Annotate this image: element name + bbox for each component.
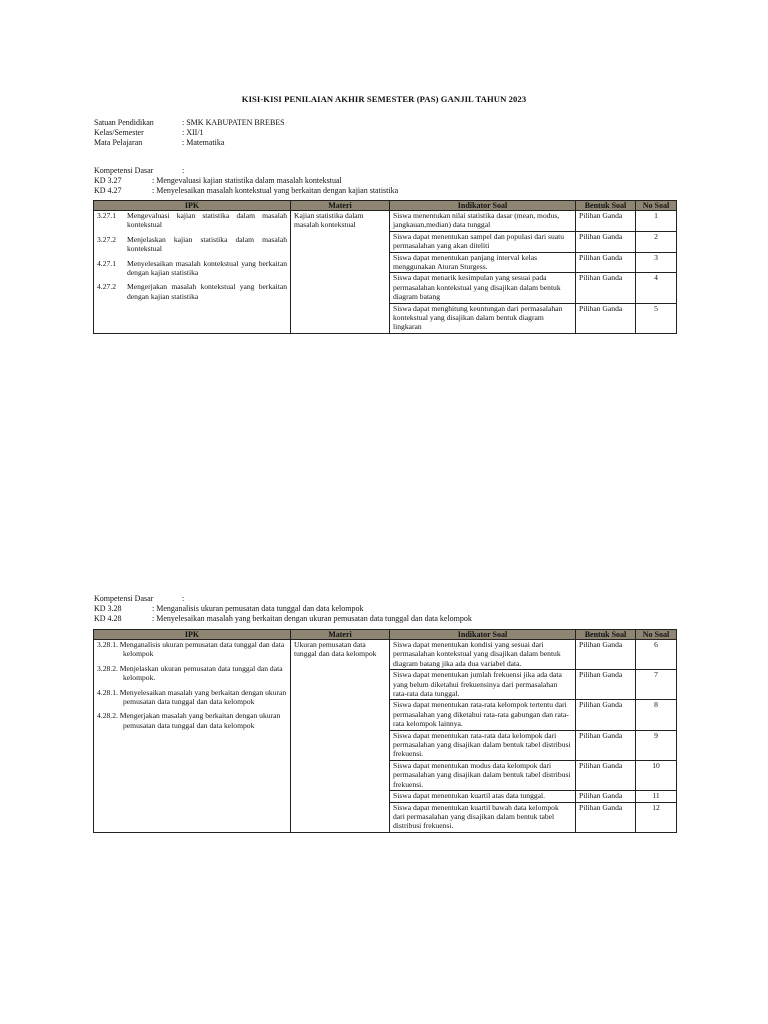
info-value: : Matematika — [182, 138, 225, 147]
indikator-cell: Siswa dapat menentukan kondisi yang sesuai dari permasalahan kontekstual yang disajikan dalam bentuk diagram batang jika ada dua variabel data. — [390, 640, 576, 670]
bentuk-cell: Pilihan Ganda — [576, 700, 636, 730]
bentuk-cell: Pilihan Ganda — [576, 670, 636, 700]
kd-code: KD 3.28 — [94, 604, 122, 613]
bentuk-cell: Pilihan Ganda — [576, 273, 636, 303]
info-row-mapel — [94, 138, 285, 148]
kd-row — [94, 176, 398, 186]
indikator-cell: Siswa dapat menentukan rata-rata data kelompok dari permasalahan yang disajikan dalam bentuk tabel distribusi frekuensi. — [390, 730, 576, 760]
bentuk-cell: Pilihan Ganda — [576, 303, 636, 333]
info-row-satuan — [94, 118, 285, 128]
kompetensi-heading — [94, 166, 398, 176]
ipk-text: Menganalisis ukuran pemusatan data tunggal dan data kelompok — [119, 640, 285, 659]
kd-code: KD 4.28 — [94, 614, 122, 623]
bentuk-cell: Pilihan Ganda — [576, 231, 636, 252]
indikator-cell: Siswa dapat menghitung keuntungan dari permasalahan kontekstual yang disajikan dalam bentuk diagram lingkaran — [390, 303, 576, 333]
info-row-kelas — [94, 128, 285, 138]
no-cell: 3 — [636, 252, 677, 273]
indikator-cell: Siswa dapat menentukan kuartil bawah data kelompok dari permasalahan yang disajikan dalam bentuk tabel distribusi frekuensi. — [390, 802, 576, 832]
kd-text: : Menyelesaikan masalah yang berkaitan dengan ukuran pemusatan data tunggal dan data kelompok — [152, 614, 472, 623]
bentuk-cell: Pilihan Ganda — [576, 760, 636, 790]
kd-text: : Menyelesaikan masalah kontekstual yang berkaitan dengan kajian statistika — [152, 186, 399, 195]
no-cell: 12 — [636, 802, 677, 832]
ipk-text: Menyelesaikan masalah kontekstual yang berkaitan dengan kajian statistika — [127, 258, 287, 278]
ipk-item — [97, 664, 287, 683]
ipk-text: Menjelaskan kajian statistika dalam masalah kontekstual — [127, 234, 287, 254]
bentuk-cell: Pilihan Ganda — [576, 802, 636, 832]
info-value: : SMK KABUPATEN BREBES — [182, 118, 285, 127]
header-bentuk: Bentuk Soal — [576, 201, 636, 211]
no-cell: 9 — [636, 730, 677, 760]
ipk-number: 3.28.1. — [97, 640, 118, 649]
kd-row — [94, 186, 398, 196]
no-cell: 8 — [636, 700, 677, 730]
header-no: No Soal — [636, 630, 677, 640]
indikator-cell: Siswa dapat menentukan modus data kelompok dari permasalahan yang disajikan dalam bentuk tabel distribusi frekuensi. — [390, 760, 576, 790]
indikator-cell: Siswa dapat menentukan panjang interval kelas menggunakan Aturan Sturgess. — [390, 252, 576, 273]
bentuk-cell: Pilihan Ganda — [576, 640, 636, 670]
ipk-item — [97, 688, 287, 707]
header-ipk: IPK — [94, 630, 291, 640]
no-cell: 7 — [636, 670, 677, 700]
materi-cell: Kajian statistika dalam masalah kontekstual — [291, 211, 390, 334]
bentuk-cell: Pilihan Ganda — [576, 211, 636, 232]
ipk-number: 3.27.2 — [97, 234, 116, 244]
indikator-cell: Siswa dapat menentukan rata-rata kelompok tertentu dari permasalahan yang diketahui rata-rata gabungan dan rata-rata kelompok lainnya. — [390, 700, 576, 730]
header-materi: Materi — [291, 630, 390, 640]
ipk-text: Mengerjakan masalah kontekstual yang berkaitan dengan kajian statistika — [127, 282, 287, 301]
indikator-cell: Siswa dapat menentukan sampel dan populasi dari suatu permasalahan yang akan diteliti — [390, 231, 576, 252]
ipk-item — [97, 235, 287, 254]
kisi-table-1 — [93, 200, 677, 334]
header-materi: Materi — [291, 201, 390, 211]
info-label: Satuan Pendidikan — [94, 118, 154, 127]
ipk-cell — [94, 640, 291, 833]
ipk-text: Menyelesaikan masalah yang berkaitan dengan ukuran pemusatan data tunggal dan data kelompok — [119, 687, 287, 707]
header-no: No Soal — [636, 201, 677, 211]
ipk-item — [97, 259, 287, 278]
table-header-row — [94, 630, 677, 640]
header-indikator: Indikator Soal — [390, 630, 576, 640]
kompetensi-label: Kompetensi Dasar — [94, 166, 154, 175]
indikator-cell: Siswa menentukan nilai statistika dasar (mean, modus, jangkauan,median) data tunggal — [390, 211, 576, 232]
materi-cell: Ukuran pemusatan data tunggal dan data kelompok — [291, 640, 390, 833]
ipk-number: 4.27.1 — [97, 258, 116, 268]
header-ipk: IPK — [94, 201, 291, 211]
ipk-number: 3.28.2. — [97, 663, 118, 673]
kompetensi-colon: : — [182, 594, 185, 603]
ipk-item — [97, 711, 287, 730]
no-cell: 11 — [636, 791, 677, 802]
table-row — [94, 640, 677, 670]
ipk-text: Mengerjakan masalah yang berkaitan dengan ukuran pemusatan data tunggal dan data kelompok — [119, 711, 281, 730]
document-title: KISI-KISI PENILAIAN AKHIR SEMESTER (PAS) GANJIL TAHUN 2023 — [241, 94, 527, 104]
indikator-cell: Siswa dapat menentukan kuartil atas data tunggal. — [390, 791, 576, 802]
no-cell: 4 — [636, 273, 677, 303]
kd-row — [94, 614, 472, 624]
table-row — [94, 211, 677, 232]
info-value: : XII/1 — [182, 128, 204, 137]
kd-text: : Mengevaluasi kajian statistika dalam masalah kontekstual — [152, 176, 342, 185]
kompetensi-colon: : — [182, 166, 185, 175]
ipk-item — [97, 640, 287, 659]
ipk-number: 4.28.2. — [97, 711, 118, 721]
kompetensi-heading — [94, 594, 472, 604]
indikator-cell: Siswa dapat menentukan jumlah frekuensi jika ada data yang belum diketahui frekuensinya dari permasalahan rata-rata data tunggal. — [390, 670, 576, 700]
ipk-cell — [94, 211, 291, 334]
ipk-number: 4.28.1. — [97, 687, 118, 697]
ipk-item — [97, 211, 287, 230]
indikator-cell: Siswa dapat menarik kesimpulan yang sesuai pada permasalahan kontekstual yang disajikan dalam bentuk diagram batang — [390, 273, 576, 303]
bentuk-cell: Pilihan Ganda — [576, 791, 636, 802]
header-bentuk: Bentuk Soal — [576, 630, 636, 640]
bentuk-cell: Pilihan Ganda — [576, 252, 636, 273]
kompetensi-label: Kompetensi Dasar — [94, 594, 154, 603]
ipk-text: Mengevaluasi kajian statistika dalam masalah kontekstual — [127, 211, 287, 230]
ipk-number: 4.27.2 — [97, 282, 116, 292]
no-cell: 2 — [636, 231, 677, 252]
info-label: Mata Pelajaran — [94, 138, 143, 147]
no-cell: 5 — [636, 303, 677, 333]
ipk-text: Menjelaskan ukuran pemusatan data tunggal dan data kelompok. — [119, 663, 283, 683]
bentuk-cell: Pilihan Ganda — [576, 730, 636, 760]
ipk-item — [97, 282, 287, 301]
school-info — [94, 118, 285, 148]
kd-code: KD 3.27 — [94, 176, 122, 185]
ipk-number: 3.27.1 — [97, 211, 116, 220]
table-header-row — [94, 201, 677, 211]
kd-block-1 — [94, 166, 398, 196]
no-cell: 1 — [636, 211, 677, 232]
kd-block-2 — [94, 594, 472, 624]
kd-code: KD 4.27 — [94, 186, 122, 195]
no-cell: 6 — [636, 640, 677, 670]
kd-text: : Menganalisis ukuran pemusatan data tunggal dan data kelompok — [152, 604, 364, 613]
header-indikator: Indikator Soal — [390, 201, 576, 211]
info-label: Kelas/Semester — [94, 128, 144, 137]
kd-row — [94, 604, 472, 614]
no-cell: 10 — [636, 760, 677, 790]
kisi-table-2 — [93, 629, 677, 833]
